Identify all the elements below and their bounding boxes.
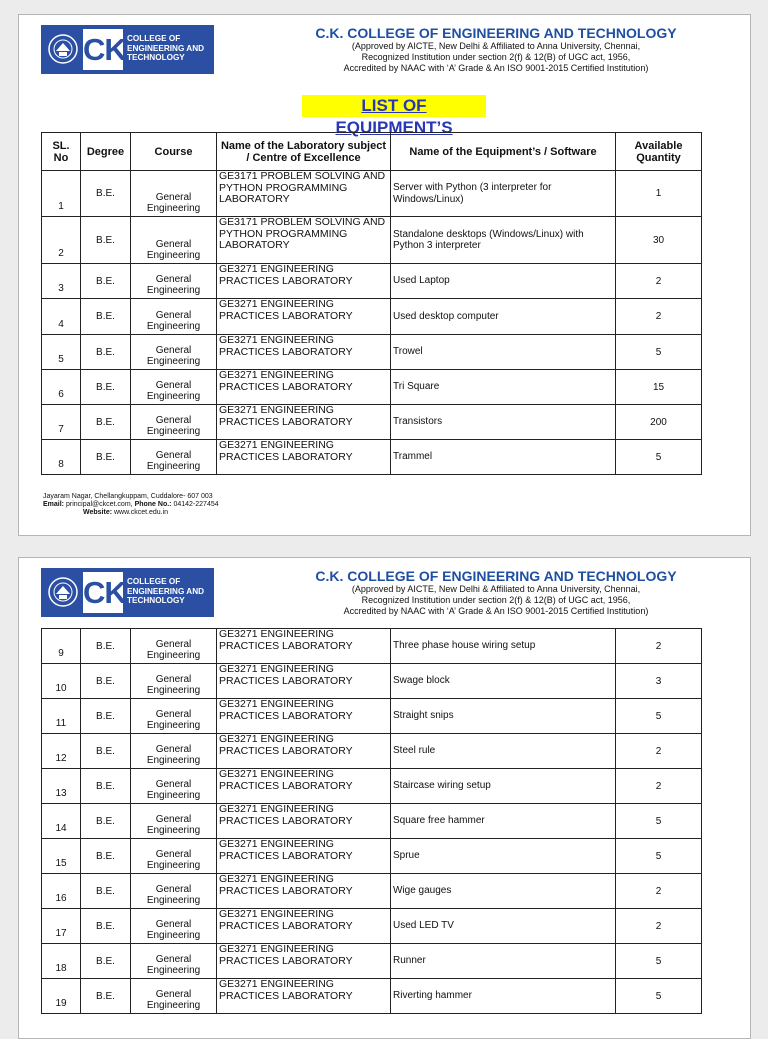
row-quantity: 5 <box>616 944 702 979</box>
row-equipment: Steel rule <box>391 734 616 769</box>
row-degree: B.E. <box>81 299 131 335</box>
college-seal-icon <box>45 572 81 613</box>
table-row <box>42 440 702 475</box>
row-equipment: Used LED TV <box>391 909 616 944</box>
table-row <box>42 874 702 909</box>
row-degree: B.E. <box>81 405 131 440</box>
approval-line-2: Recognized Institution under section 2(f) & 12(B) of UGC act, 1956, <box>361 595 631 605</box>
row-course: General Engineering <box>131 664 217 699</box>
row-sl-number: 11 <box>42 699 81 734</box>
row-sl-number: 15 <box>42 839 81 874</box>
row-quantity: 1 <box>616 171 702 217</box>
row-laboratory: GE3271 ENGINEERING PRACTICES LABORATORY <box>217 370 391 405</box>
row-course: General Engineering <box>131 629 217 664</box>
row-course: General Engineering <box>131 264 217 299</box>
row-quantity: 3 <box>616 664 702 699</box>
approval-line-3: Accredited by NAAC with ‘A’ Grade & An ISO 9001-2015 Certified Institution) <box>343 606 649 616</box>
row-degree: B.E. <box>81 839 131 874</box>
row-degree: B.E. <box>81 335 131 370</box>
row-laboratory: GE3271 ENGINEERING PRACTICES LABORATORY <box>217 264 391 299</box>
table-row <box>42 769 702 804</box>
row-sl-number: 6 <box>42 370 81 405</box>
row-equipment: Trowel <box>391 335 616 370</box>
row-laboratory: GE3271 ENGINEERING PRACTICES LABORATORY <box>217 335 391 370</box>
row-laboratory: GE3271 ENGINEERING PRACTICES LABORATORY <box>217 839 391 874</box>
row-course: General Engineering <box>131 769 217 804</box>
table-row <box>42 370 702 405</box>
row-degree: B.E. <box>81 909 131 944</box>
row-equipment: Staircase wiring setup <box>391 769 616 804</box>
approval-line-3: Accredited by NAAC with ‘A’ Grade & An ISO 9001-2015 Certified Institution) <box>343 63 649 73</box>
row-degree: B.E. <box>81 264 131 299</box>
header-course: Course <box>131 133 217 171</box>
row-sl-number: 18 <box>42 944 81 979</box>
row-laboratory: GE3271 ENGINEERING PRACTICES LABORATORY <box>217 979 391 1014</box>
table-row <box>42 804 702 839</box>
row-laboratory: GE3271 ENGINEERING PRACTICES LABORATORY <box>217 699 391 734</box>
college-name: C.K. COLLEGE OF ENGINEERING AND TECHNOLOGY <box>315 25 677 41</box>
table-row <box>42 979 702 1014</box>
row-laboratory: GE3271 ENGINEERING PRACTICES LABORATORY <box>217 440 391 475</box>
row-sl-number: 2 <box>42 217 81 264</box>
row-quantity: 2 <box>616 264 702 299</box>
letterhead <box>281 25 711 74</box>
row-equipment: Standalone desktops (Windows/Linux) with Python 3 interpreter <box>391 217 616 264</box>
row-equipment: Sprue <box>391 839 616 874</box>
footer-contact: Email: principal@ckcet.com, Phone No.: 04142-227454 <box>43 501 219 508</box>
row-course: General Engineering <box>131 944 217 979</box>
row-quantity: 5 <box>616 699 702 734</box>
row-course: General Engineering <box>131 405 217 440</box>
document-title: LIST OF EQUIPMENT’S <box>302 95 486 117</box>
row-degree: B.E. <box>81 944 131 979</box>
row-degree: B.E. <box>81 217 131 264</box>
row-degree: B.E. <box>81 171 131 217</box>
row-course: General Engineering <box>131 217 217 264</box>
table-row <box>42 335 702 370</box>
table-row <box>42 664 702 699</box>
row-laboratory: GE3271 ENGINEERING PRACTICES LABORATORY <box>217 734 391 769</box>
table-row <box>42 699 702 734</box>
header-equipment: Name of the Equipment’s / Software <box>391 133 616 171</box>
row-course: General Engineering <box>131 839 217 874</box>
row-course: General Engineering <box>131 440 217 475</box>
row-laboratory: GE3271 ENGINEERING PRACTICES LABORATORY <box>217 299 391 335</box>
row-laboratory: GE3271 ENGINEERING PRACTICES LABORATORY <box>217 909 391 944</box>
row-degree: B.E. <box>81 874 131 909</box>
row-laboratory: GE3171 PROBLEM SOLVING AND PYTHON PROGRAMMING LABORATORY <box>217 171 391 217</box>
row-quantity: 2 <box>616 909 702 944</box>
equipment-table-continued <box>41 628 702 1014</box>
row-quantity: 5 <box>616 839 702 874</box>
row-quantity: 5 <box>616 440 702 475</box>
logo-ck-mark: CK <box>83 29 123 70</box>
row-quantity: 200 <box>616 405 702 440</box>
row-sl-number: 5 <box>42 335 81 370</box>
row-equipment: Runner <box>391 944 616 979</box>
row-course: General Engineering <box>131 335 217 370</box>
page-footer <box>43 493 219 517</box>
table-row <box>42 839 702 874</box>
row-equipment: Wige gauges <box>391 874 616 909</box>
table-row <box>42 217 702 264</box>
logo-ck-mark: CK <box>83 572 123 613</box>
row-laboratory: GE3171 PROBLEM SOLVING AND PYTHON PROGRAMMING LABORATORY <box>217 217 391 264</box>
row-sl-number: 8 <box>42 440 81 475</box>
table-row <box>42 264 702 299</box>
row-equipment: Used desktop computer <box>391 299 616 335</box>
row-sl-number: 7 <box>42 405 81 440</box>
row-sl-number: 19 <box>42 979 81 1014</box>
row-quantity: 5 <box>616 804 702 839</box>
row-equipment: Riverting hammer <box>391 979 616 1014</box>
row-course: General Engineering <box>131 171 217 217</box>
row-sl-number: 3 <box>42 264 81 299</box>
logo-text: COLLEGE OF ENGINEERING AND TECHNOLOGY <box>127 34 205 62</box>
college-logo <box>41 25 214 74</box>
row-laboratory: GE3271 ENGINEERING PRACTICES LABORATORY <box>217 629 391 664</box>
row-quantity: 30 <box>616 217 702 264</box>
row-laboratory: GE3271 ENGINEERING PRACTICES LABORATORY <box>217 874 391 909</box>
row-degree: B.E. <box>81 699 131 734</box>
document-page-2 <box>18 557 751 1039</box>
row-equipment: Server with Python (3 interpreter for Windows/Linux) <box>391 171 616 217</box>
row-sl-number: 14 <box>42 804 81 839</box>
row-sl-number: 13 <box>42 769 81 804</box>
row-sl-number: 12 <box>42 734 81 769</box>
document-page-1 <box>18 14 751 536</box>
row-degree: B.E. <box>81 804 131 839</box>
footer-address: Jayaram Nagar, Chellangkuppam, Cuddalore- 607 003 <box>43 493 213 500</box>
row-sl-number: 17 <box>42 909 81 944</box>
header-quantity: Available Quantity <box>616 133 702 171</box>
letterhead <box>281 568 711 617</box>
row-quantity: 5 <box>616 979 702 1014</box>
table-row <box>42 405 702 440</box>
row-course: General Engineering <box>131 734 217 769</box>
logo-text: COLLEGE OF ENGINEERING AND TECHNOLOGY <box>127 577 205 605</box>
row-laboratory: GE3271 ENGINEERING PRACTICES LABORATORY <box>217 769 391 804</box>
row-course: General Engineering <box>131 909 217 944</box>
header-sl: SL. No <box>42 133 81 171</box>
row-quantity: 2 <box>616 769 702 804</box>
table-row <box>42 171 702 217</box>
row-sl-number: 9 <box>42 629 81 664</box>
row-laboratory: GE3271 ENGINEERING PRACTICES LABORATORY <box>217 405 391 440</box>
row-equipment: Three phase house wiring setup <box>391 629 616 664</box>
approval-line-2: Recognized Institution under section 2(f) & 12(B) of UGC act, 1956, <box>361 52 631 62</box>
row-equipment: Square free hammer <box>391 804 616 839</box>
approval-line-1: (Approved by AICTE, New Delhi & Affiliated to Anna University, Chennai, <box>351 41 641 51</box>
row-degree: B.E. <box>81 440 131 475</box>
row-equipment: Trammel <box>391 440 616 475</box>
row-sl-number: 4 <box>42 299 81 335</box>
row-quantity: 2 <box>616 629 702 664</box>
row-degree: B.E. <box>81 370 131 405</box>
row-degree: B.E. <box>81 629 131 664</box>
table-row <box>42 734 702 769</box>
row-equipment: Swage block <box>391 664 616 699</box>
row-degree: B.E. <box>81 769 131 804</box>
row-sl-number: 10 <box>42 664 81 699</box>
row-course: General Engineering <box>131 699 217 734</box>
row-sl-number: 16 <box>42 874 81 909</box>
row-quantity: 2 <box>616 299 702 335</box>
row-course: General Engineering <box>131 979 217 1014</box>
table-row <box>42 944 702 979</box>
row-degree: B.E. <box>81 664 131 699</box>
approval-line-1: (Approved by AICTE, New Delhi & Affiliated to Anna University, Chennai, <box>351 584 641 594</box>
row-quantity: 15 <box>616 370 702 405</box>
row-course: General Engineering <box>131 370 217 405</box>
row-quantity: 2 <box>616 734 702 769</box>
college-logo <box>41 568 214 617</box>
row-equipment: Transistors <box>391 405 616 440</box>
table-row <box>42 629 702 664</box>
row-equipment: Straight snips <box>391 699 616 734</box>
row-equipment: Used Laptop <box>391 264 616 299</box>
row-course: General Engineering <box>131 299 217 335</box>
equipment-table <box>41 132 702 475</box>
row-sl-number: 1 <box>42 171 81 217</box>
header-degree: Degree <box>81 133 131 171</box>
row-equipment: Tri Square <box>391 370 616 405</box>
row-laboratory: GE3271 ENGINEERING PRACTICES LABORATORY <box>217 804 391 839</box>
row-course: General Engineering <box>131 804 217 839</box>
header-lab: Name of the Laboratory subject / Centre of Excellence <box>217 133 391 171</box>
row-quantity: 5 <box>616 335 702 370</box>
footer-website: Website: www.ckcet.edu.in <box>83 509 169 516</box>
row-degree: B.E. <box>81 734 131 769</box>
row-laboratory: GE3271 ENGINEERING PRACTICES LABORATORY <box>217 944 391 979</box>
college-name: C.K. COLLEGE OF ENGINEERING AND TECHNOLOGY <box>315 568 677 584</box>
table-header-row <box>42 133 702 171</box>
row-laboratory: GE3271 ENGINEERING PRACTICES LABORATORY <box>217 664 391 699</box>
college-seal-icon <box>45 29 81 70</box>
row-course: General Engineering <box>131 874 217 909</box>
table-row <box>42 299 702 335</box>
table-row <box>42 909 702 944</box>
row-degree: B.E. <box>81 979 131 1014</box>
row-quantity: 2 <box>616 874 702 909</box>
